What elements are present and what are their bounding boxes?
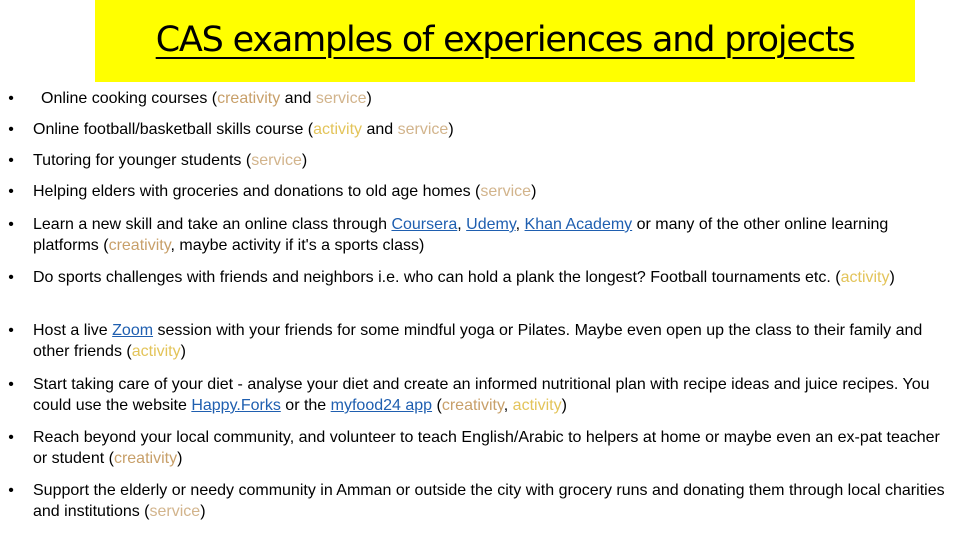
bullet: • <box>8 152 14 169</box>
item-text: ) <box>889 269 895 286</box>
link-khan-academy[interactable]: Khan Academy <box>524 216 633 233</box>
item-text: ) <box>561 397 567 414</box>
tag-service: service <box>315 90 367 107</box>
item-text: ( <box>432 397 442 414</box>
item-text: Reach beyond your local community, and volunteer to teach English/Arabic to helpers at home or maybe even an ex-pat teacher or student ( <box>33 429 940 467</box>
item-text: or many of the other online learning platforms ( <box>33 216 889 254</box>
item-text: Support the elderly or needy community in Amman or outside the city with grocery runs and donating them through local charities and institutions ( <box>33 482 945 520</box>
list-item-football <box>8 119 948 140</box>
list-item-volunteer <box>8 427 948 469</box>
item-text: Do sports challenges with friends and neighbors i.e. who can hold a plank the longest? Football tournaments etc. ( <box>33 269 841 286</box>
link-zoom[interactable]: Zoom <box>112 322 154 339</box>
tag-activity: activity <box>313 121 363 138</box>
item-text: ) <box>200 503 206 520</box>
item-text: , <box>503 397 513 414</box>
list-item-zoom-session <box>8 320 948 362</box>
item-text: , <box>457 216 467 233</box>
item-text: ) <box>366 90 372 107</box>
tag-activity: activity <box>131 343 181 360</box>
bullet: • <box>8 322 14 339</box>
tag-service: service <box>480 183 532 200</box>
list-item-support-elderly <box>8 480 948 522</box>
item-text: Tutoring for younger students ( <box>33 152 252 169</box>
bullet: • <box>8 482 14 499</box>
item-text: , <box>515 216 525 233</box>
list-item-online-class <box>8 214 948 256</box>
tag-activity: activity <box>840 269 890 286</box>
link-udemy[interactable]: Udemy <box>466 216 516 233</box>
bullet: • <box>8 429 14 446</box>
item-text: Helping elders with groceries and donations to old age homes ( <box>33 183 481 200</box>
item-text: Online cooking courses ( <box>41 90 218 107</box>
tag-service: service <box>251 152 302 169</box>
item-text: , maybe activity if it's a sports class) <box>170 237 425 254</box>
item-text: ) <box>531 183 537 200</box>
item-text: Host a live <box>33 322 113 339</box>
bullet: • <box>8 121 14 138</box>
item-text: Learn a new skill and take an online class through <box>33 216 392 233</box>
tag-creativity: creativity <box>108 237 171 254</box>
bullet: • <box>8 269 14 286</box>
list-item-diet <box>8 374 948 416</box>
tag-creativity: creativity <box>217 90 281 107</box>
tag-activity: activity <box>512 397 562 414</box>
link-coursera[interactable]: Coursera <box>391 216 458 233</box>
item-text: ) <box>177 450 183 467</box>
item-text: ) <box>180 343 186 360</box>
list-item-cooking <box>8 88 956 109</box>
bullet: • <box>8 90 14 107</box>
list-item-sports-challenges <box>8 267 948 288</box>
list-item-elders <box>8 181 948 202</box>
link-happy-forks[interactable]: Happy.Forks <box>191 397 281 414</box>
list-item-tutoring <box>8 150 948 171</box>
item-text: session with your friends for some mindful yoga or Pilates. Maybe even open up the class to their family and other friends ( <box>33 322 923 360</box>
tag-service: service <box>149 503 201 520</box>
item-text: or the <box>280 397 331 414</box>
item-text: Online football/basketball skills course ( <box>33 121 314 138</box>
tag-creativity: creativity <box>113 450 178 467</box>
item-text: and <box>362 121 398 138</box>
tag-creativity: creativity <box>441 397 504 414</box>
bullet: • <box>8 216 14 233</box>
item-text: ) <box>448 121 454 138</box>
tag-service: service <box>397 121 449 138</box>
item-text: Start taking care of your diet - analyse your diet and create an informed nutritional plan with recipe ideas and juice recipes. You could use the website <box>33 376 930 414</box>
bullet: • <box>8 183 14 200</box>
item-text: ) <box>301 152 308 169</box>
bullet: • <box>8 376 14 393</box>
item-text: and <box>280 90 316 107</box>
link-myfood24-app[interactable]: myfood24 app <box>330 397 433 414</box>
slide-title: CAS examples of experiences and projects <box>155 20 855 60</box>
